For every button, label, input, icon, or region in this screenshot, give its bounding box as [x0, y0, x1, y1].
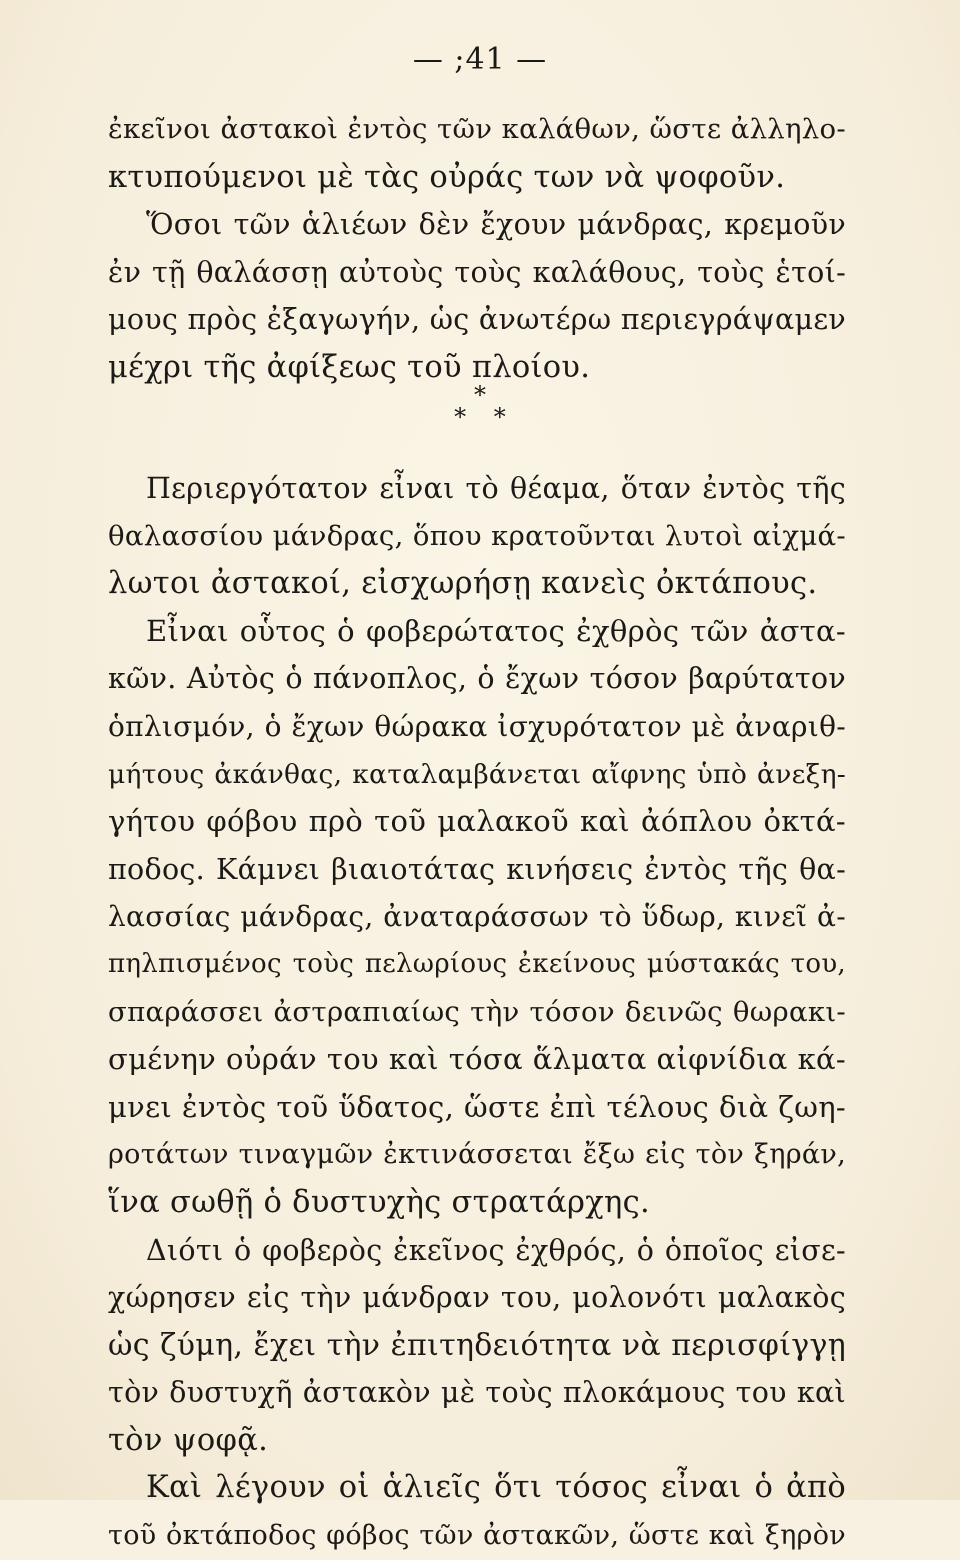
- text-line: ποδος. Κάμνει βιαιοτάτας κινήσεις ἐντὸς τῆς θα-: [108, 852, 846, 886]
- text-line: μους πρὸς ἐξαγωγήν, ὡς ἀνωτέρω περιεγράψαμεν: [108, 303, 847, 337]
- text-line: Περιεργότατον εἶναι τὸ θέαμα, ὅταν ἐντὸς τῆς: [146, 472, 846, 505]
- text-line: πηλπισμένος τοὺς πελωρίους ἐκείνους μύστακάς του,: [108, 948, 846, 979]
- text-line: κτυπούμενοι μὲ τὰς οὐράς των νὰ ψοφοῦν.: [108, 159, 786, 195]
- text-line: μνει ἐντὸς τοῦ ὕδατος, ὥστε ἐπὶ τέλους διὰ ζωη-: [108, 1089, 846, 1124]
- text-line: Ὅσοι τῶν ἁλιέων δὲν ἔχουν μάνδρας, κρεμοῦν: [146, 208, 846, 242]
- text-line: τὸν ψοφᾷ.: [108, 1422, 269, 1458]
- text-line: ὁπλισμόν, ὁ ἔχων θώρακα ἰσχυρότατον μὲ ἀναριθ-: [108, 709, 846, 743]
- asterism-top: *: [474, 381, 486, 409]
- text-line: ἐκεῖνοι ἀστακοὶ ἐντὸς τῶν καλάθων, ὥστε ἀλληλο-: [108, 113, 846, 145]
- text-line: κῶν. Αὐτὸς ὁ πάνοπλος, ὁ ἔχων τόσον βαρύτατον: [108, 662, 846, 696]
- text-line: ροτάτων τιναγμῶν ἐκτινάσσεται ἔξω εἰς τὸν ξηράν,: [108, 1139, 846, 1171]
- section-divider-asterism: [0, 381, 960, 431]
- paragraph-block-main: [108, 465, 846, 1560]
- text-line: λασσίας μάνδρας, ἀναταράσσων τὸ ὕδωρ, κινεῖ ἀ-: [108, 900, 846, 934]
- text-line: λωτοι ἀστακοί, εἰσχωρήσῃ κανεὶς ὀκτάπους.: [108, 566, 818, 602]
- paragraph-block-top: [108, 106, 846, 392]
- text-line: ἵνα σωθῇ ὁ δυστυχὴς στρατάρχης.: [108, 1184, 650, 1220]
- text-line: ὡς ζύμη, ἔχει τὴν ἐπιτηδειότητα νὰ περισφίγγῃ: [108, 1327, 846, 1363]
- text-line: τοῦ ὀκτάποδος φόβος τῶν ἀστακῶν, ὥστε καὶ ξηρὸν: [108, 1520, 846, 1552]
- text-line: θαλασσίου μάνδρας, ὅπου κρατοῦνται λυτοὶ αἰχμά-: [108, 519, 846, 552]
- text-line: ἐν τῇ θαλάσσῃ αὐτοὺς τοὺς καλάθους, τοὺς ἑτοί-: [108, 255, 846, 289]
- text-line: χώρησεν εἰς τὴν μάνδραν του, μολονότι μαλακὸς: [108, 1281, 846, 1315]
- text-line: μέχρι τῆς ἀφίξεως τοῦ πλοίου.: [108, 349, 591, 385]
- text-line: Καὶ λέγουν οἱ ἁλιεῖς ὅτι τόσος εἶναι ὁ ἀπὸ: [146, 1470, 846, 1506]
- text-line: μήτους ἀκάνθας, καταλαμβάνεται αἴφνης ὑπὸ ἀνεξη-: [108, 758, 846, 790]
- asterism-bottom: * *: [454, 403, 516, 431]
- text-line: σμένην οὐράν του καὶ τόσα ἅλματα αἰφνίδια κά-: [108, 1042, 846, 1077]
- text-line: σπαράσσει ἀστραπιαίως τὴν τόσον δεινῶς θωρακι-: [108, 995, 846, 1028]
- page-number: — ;41 —: [412, 42, 548, 77]
- text-line: γήτου φόβου πρὸ τοῦ μαλακοῦ καὶ ἀόπλου ὀκτά-: [108, 804, 846, 839]
- text-line: τὸν δυστυχῆ ἀστακὸν μὲ τοὺς πλοκάμους του καὶ: [108, 1376, 846, 1410]
- text-line: Εἶναι οὗτος ὁ φοβερώτατος ἐχθρὸς τῶν ἀστα-: [146, 613, 846, 648]
- text-line: Διότι ὁ φοβερὸς ἐκεῖνος ἐχθρός, ὁ ὁποῖος εἰσε-: [146, 1233, 846, 1267]
